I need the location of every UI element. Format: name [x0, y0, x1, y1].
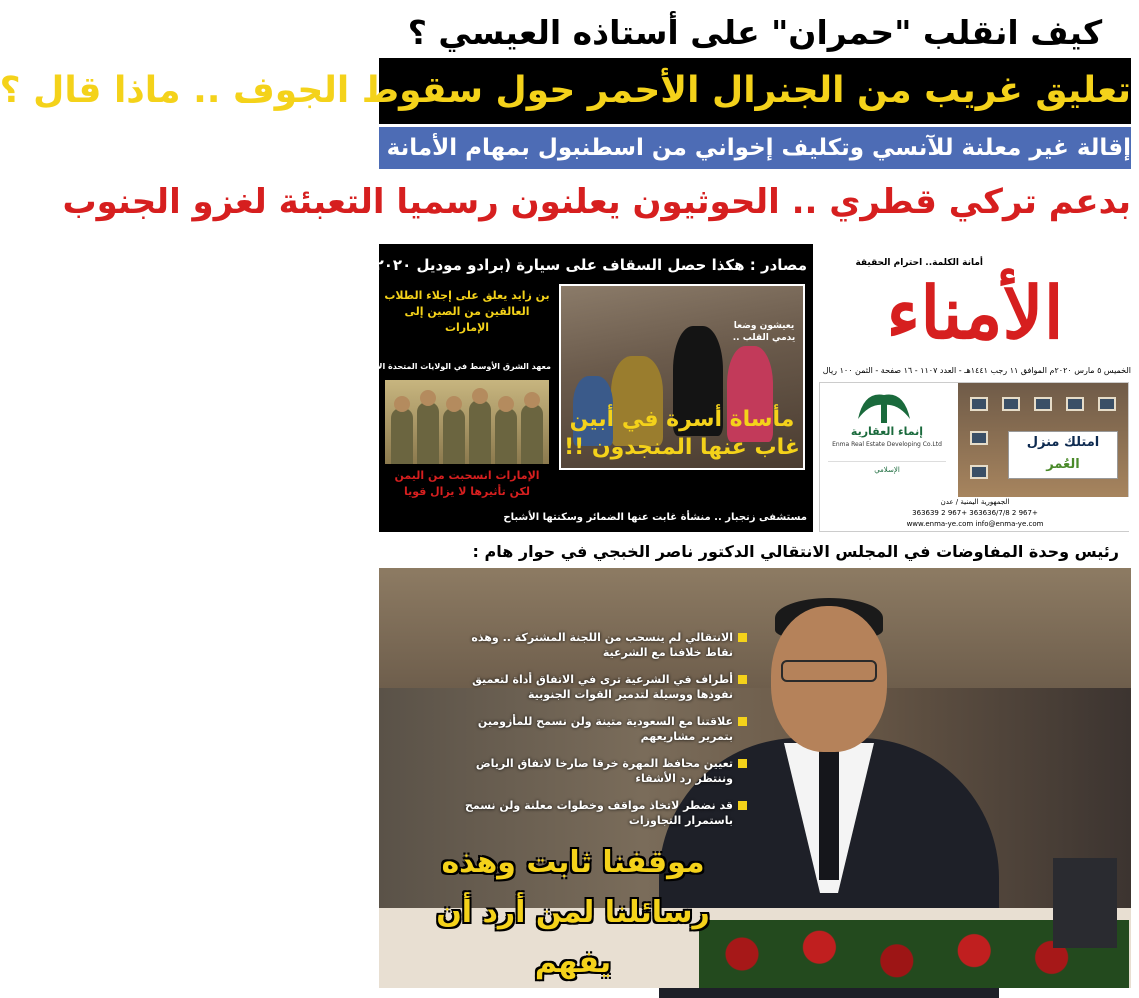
news-item-uae-withdrawal [383, 468, 551, 500]
headline-1: كيف انقلب "حمران" على أستاذه العيسي ؟ [379, 10, 1131, 56]
news-box-footer: مستشفى زنجبار .. منشأة غابت عنها الضمائر وسكنتها الأشباح [503, 512, 807, 523]
newspaper-logo: الأمناء [886, 270, 1064, 355]
soldiers-photo [385, 380, 549, 464]
ad-brand-english: Enma Real Estate Developing Co.Ltd [832, 441, 942, 448]
bullet-item: تعيين محافظ المهرة خرقا صارخا لاتفاق الرياض وننتظر رد الأشقاء [457, 756, 747, 786]
quote-line1: موقفنا ثابت وهذه [441, 845, 705, 880]
ad-tagline-line2: العُمر [1046, 457, 1080, 472]
news-box [347, 244, 813, 532]
ad-address: الجمهورية اليمنية / عدن [940, 498, 1010, 506]
news-item-uae-withdrawal-line1: الإمارات انسحبت من اليمن [394, 469, 540, 482]
ad-brand-name: إنماء العقارية [850, 425, 924, 438]
ad-partner-logos: الإسلامي [828, 461, 946, 495]
quote-line2: رسائلنا لمن أرد أن يفهم [436, 895, 710, 980]
photo-caption: يعيشون وضعا يدمي القلب .. [732, 321, 796, 343]
ad-web: www.enma-ye.com info@enma-ye.com [906, 520, 1044, 528]
ad-phones: +967 2 363636/7/8 +967 2 363639 [912, 509, 1038, 517]
masthead-slogan: أمانة الكلمة.. احترام الحقيقة [855, 258, 983, 268]
ad-logo [828, 389, 946, 451]
bullet-item: الانتقالي لم ينسحب من اللجنة المشتركة .. وهذه نقاط خلافنا مع الشرعية [457, 630, 747, 660]
masthead [819, 244, 1131, 378]
ad-tagline [1008, 431, 1118, 479]
bullet-item: قد نضطر لاتخاذ مواقف وخطوات معلنة ولن نسمح باستمرار التجاوزات [457, 798, 747, 828]
nameplate [1053, 858, 1117, 948]
news-item-mei-source: معهد الشرق الأوسط في الولايات المتحدة الأمريكية: [347, 362, 551, 371]
news-box-header: مصادر : هكذا حصل السقاف على سيارة (برادو موديل ٢٠٢٠) ! [355, 256, 807, 274]
headline-3: إقالة غير معلنة للآنسي وتكليف إخواني من اسطنبول بمهام الأمانة العامة [379, 127, 1131, 169]
palm-logo-icon [854, 389, 914, 423]
interview-title: رئيس وحدة المفاوضات في المجلس الانتقالي الدكتور ناصر الخبجي في حوار هام : [472, 542, 1119, 561]
news-item-uae-students: بن زايد يعلق على إجلاء الطلاب العالقين من الصين إلى الإمارات [384, 289, 550, 334]
news-item-uae-withdrawal-line2: لكن تأثيرها لا يزال قويا [403, 485, 531, 498]
bullet-item: علاقتنا مع السعودية متينة ولن نسمح للمأزومين بتمرير مشاريعهم [457, 714, 747, 744]
tie [819, 750, 839, 880]
ad-contacts [820, 497, 1130, 531]
ad-tagline-line1: امتلك منزل [1026, 435, 1100, 450]
headline-2: تعليق غريب من الجنرال الأحمر حول سقوط الجوف .. ماذا قال ؟ [379, 58, 1131, 124]
photo-headline: مأساة أسرة في أبين غاب عنها المنجدون !! [564, 407, 800, 460]
real-estate-ad [819, 382, 1129, 532]
interview-quote [403, 838, 743, 988]
dateline: الخميس ٥ مارس ٢٠٢٠م الموافق ١١ رجب ١٤٤١هـ - العدد ١١٠٧ - ١٦ صفحة - الثمن ١٠٠ ريال [822, 366, 1131, 375]
interview-photo [379, 568, 1131, 988]
interview-bullets [457, 630, 747, 840]
bullet-item: أطراف في الشرعية ترى في الاتفاق أداة لتعميق نفوذها ووسيلة لتدمير القوات الجنوبية [457, 672, 747, 702]
glasses-icon [781, 660, 877, 682]
headline-4: بدعم تركي قطري .. الحوثيون يعلنون رسميا التعبئة لغزو الجنوب [379, 172, 1131, 232]
